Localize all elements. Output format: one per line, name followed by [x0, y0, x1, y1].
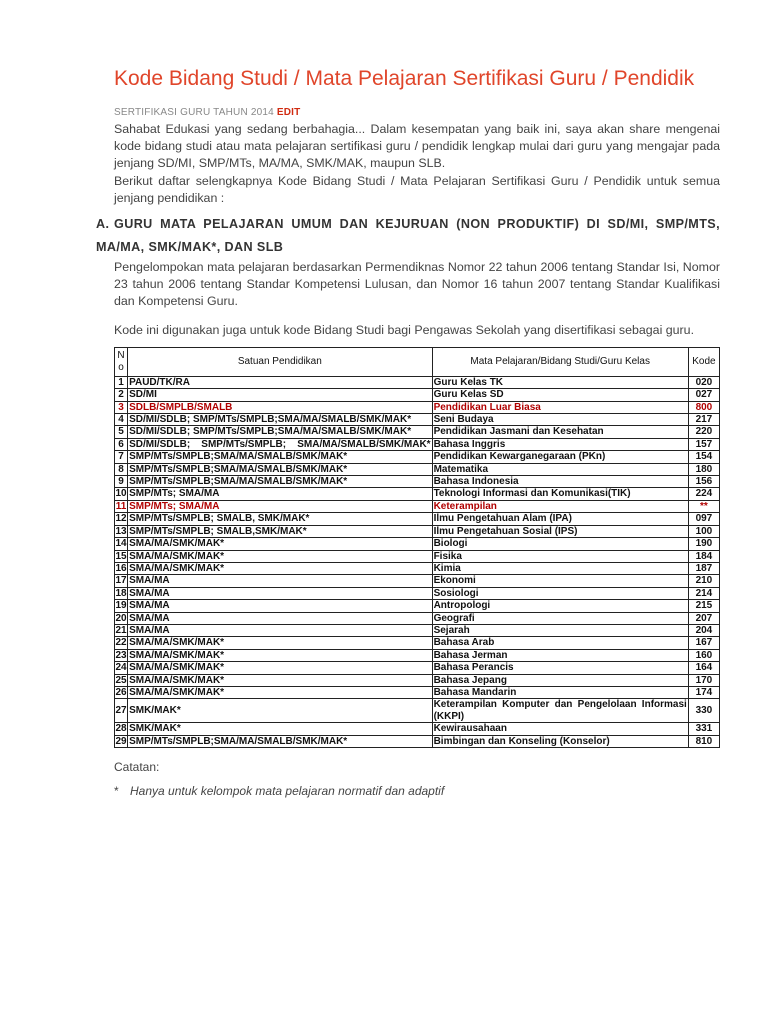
row-number: 5: [115, 426, 128, 438]
row-satuan: SMP/MTs/SMPLB; SMALB, SMK/MAK*: [128, 513, 433, 525]
row-satuan: SMA/MA/SMK/MAK*: [128, 674, 433, 686]
table-row: [115, 662, 720, 674]
row-number: 21: [115, 624, 127, 636]
table-row: [115, 674, 720, 686]
row-number: 16: [115, 562, 127, 574]
table-row: [115, 723, 720, 735]
row-kode: 210: [688, 575, 719, 587]
table-row: [115, 500, 720, 512]
catatan-label: Catatan:: [114, 760, 160, 775]
row-number: 13: [115, 525, 127, 537]
row-mapel: Fisika: [432, 550, 688, 562]
row-mapel: Keterampilan: [432, 500, 688, 512]
row-mapel: Bahasa Jerman: [432, 649, 688, 661]
row-satuan: SMP/MTs; SMA/MA: [128, 500, 433, 512]
row-mapel: Teknologi Informasi dan Komunikasi(TIK): [432, 488, 688, 500]
header-no: No: [115, 347, 128, 376]
footnote: [114, 784, 720, 798]
row-satuan: SMA/MA: [128, 575, 433, 587]
row-kode: 330: [688, 699, 719, 723]
row-mapel: Guru Kelas SD: [432, 389, 688, 401]
row-satuan: SMK/MAK*: [128, 699, 433, 723]
table-row: [115, 376, 720, 388]
table-row: [115, 538, 720, 550]
table-row: [115, 649, 720, 661]
row-number: 10: [115, 488, 127, 500]
row-kode: 215: [688, 600, 719, 612]
row-mapel: Kewirausahaan: [432, 723, 688, 735]
section-label: A.: [96, 217, 110, 232]
row-kode: 157: [688, 438, 719, 450]
section-heading: [96, 213, 720, 259]
row-kode: 164: [688, 662, 719, 674]
row-satuan: SMA/MA: [128, 624, 433, 636]
row-number: 12: [115, 513, 127, 525]
table-row: [115, 476, 720, 488]
row-kode: 220: [688, 426, 719, 438]
row-satuan: SMA/MA/SMK/MAK*: [128, 662, 433, 674]
row-number: 20: [115, 612, 127, 624]
row-mapel: Pendidikan Luar Biasa: [432, 401, 688, 413]
row-kode: 154: [688, 451, 719, 463]
row-number: 9: [115, 476, 128, 488]
row-kode: 167: [688, 637, 719, 649]
row-number: 1: [115, 376, 128, 388]
table-row: [115, 575, 720, 587]
table-row: [115, 438, 720, 450]
row-satuan: SMP/MTs/SMPLB;SMA/MA/SMALB/SMK/MAK*: [128, 463, 433, 475]
row-mapel: Seni Budaya: [432, 414, 688, 426]
row-mapel: Matematika: [432, 463, 688, 475]
row-kode: 180: [688, 463, 719, 475]
row-mapel: Ilmu Pengetahuan Alam (IPA): [432, 513, 688, 525]
row-kode: 020: [688, 376, 719, 388]
row-mapel: Pendidikan Jasmani dan Kesehatan: [432, 426, 688, 438]
row-satuan: SMA/MA/SMK/MAK*: [128, 637, 433, 649]
row-number: 14: [115, 538, 127, 550]
post-meta: [114, 107, 720, 119]
row-number: 26: [115, 686, 127, 698]
row-kode: 331: [688, 723, 719, 735]
row-satuan: SMP/MTs/SMPLB;SMA/MA/SMALB/SMK/MAK*: [128, 476, 433, 488]
row-kode: 810: [688, 735, 719, 747]
row-kode: 217: [688, 414, 719, 426]
table-row: [115, 513, 720, 525]
row-number: 3: [115, 401, 128, 413]
row-mapel: Ekonomi: [432, 575, 688, 587]
row-kode: 156: [688, 476, 719, 488]
row-number: 4: [115, 414, 128, 426]
row-satuan: SDLB/SMPLB/SMALB: [128, 401, 433, 413]
table-row: [115, 550, 720, 562]
table-row: [115, 686, 720, 698]
row-number: 17: [115, 575, 127, 587]
edit-link[interactable]: EDIT: [276, 107, 301, 118]
section-paragraph-2: Kode ini digunakan juga untuk kode Bidang Studi bagi Pengawas Sekolah yang disertifikasi sebagai guru.: [114, 322, 695, 337]
row-satuan: SD/MI/SDLB; SMP/MTs/SMPLB;SMA/MA/SMALB/SMK/MAK*: [128, 414, 433, 426]
row-number: 7: [115, 451, 128, 463]
table-row: [115, 426, 720, 438]
row-kode: 184: [688, 550, 719, 562]
row-number: 11: [115, 500, 127, 512]
row-mapel: Sejarah: [432, 624, 688, 636]
row-satuan: SD/MI/SDLB; SMP/MTs/SMPLB;SMA/MA/SMALB/SMK/MAK*: [128, 426, 433, 438]
table-row: [115, 699, 720, 723]
row-satuan: SMP/MTs/SMPLB;SMA/MA/SMALB/SMK/MAK*: [128, 451, 433, 463]
table-row: [115, 488, 720, 500]
section-paragraph: Pengelompokan mata pelajaran berdasarkan Permendiknas Nomor 22 tahun 2006 tentang Standar Isi, Nomor 23 tahun 2006 tentang Standar Kompetensi Lulusan, dan Nomor 16 tahun 2007 tentang Standar Kualifikasi dan Kompetensi Guru.: [114, 260, 720, 309]
row-kode: 097: [688, 513, 719, 525]
row-kode: 207: [688, 612, 719, 624]
footnote-star: *: [114, 784, 119, 799]
row-kode: 174: [688, 686, 719, 698]
row-mapel: Bahasa Perancis: [432, 662, 688, 674]
table-row: [115, 562, 720, 574]
table-row: [115, 463, 720, 475]
row-kode: 224: [688, 488, 719, 500]
row-number: 29: [115, 735, 127, 747]
row-kode: 187: [688, 562, 719, 574]
row-kode: 214: [688, 587, 719, 599]
kode-table: [114, 347, 720, 748]
row-number: 18: [115, 587, 127, 599]
table-header-row: [115, 347, 720, 376]
row-satuan: SMP/MTs; SMA/MA: [128, 488, 433, 500]
row-kode: 027: [688, 389, 719, 401]
header-satuan: Satuan Pendidikan: [128, 347, 433, 376]
row-satuan: SMA/MA/SMK/MAK*: [128, 686, 433, 698]
row-kode: 800: [688, 401, 719, 413]
row-number: 24: [115, 662, 127, 674]
row-mapel: Bahasa Mandarin: [432, 686, 688, 698]
row-mapel: Guru Kelas TK: [432, 376, 688, 388]
row-satuan: PAUD/TK/RA: [128, 376, 433, 388]
row-kode: 100: [688, 525, 719, 537]
table-row: [115, 451, 720, 463]
table-row: [115, 401, 720, 413]
row-mapel: Pendidikan Kewarganegaraan (PKn): [432, 451, 688, 463]
row-mapel: Bahasa Indonesia: [432, 476, 688, 488]
row-kode: **: [688, 500, 719, 512]
table-row: [115, 525, 720, 537]
row-mapel: Bimbingan dan Konseling (Konselor): [432, 735, 688, 747]
row-kode: 170: [688, 674, 719, 686]
row-mapel: Biologi: [432, 538, 688, 550]
header-kode: Kode: [688, 347, 719, 376]
category-link[interactable]: SERTIFIKASI GURU TAHUN 2014: [114, 107, 274, 118]
table-row: [115, 600, 720, 612]
row-number: 23: [115, 649, 127, 661]
table-row: [115, 735, 720, 747]
row-number: 25: [115, 674, 127, 686]
row-mapel: Bahasa Inggris: [432, 438, 688, 450]
table-row: [115, 637, 720, 649]
row-number: 19: [115, 600, 127, 612]
row-satuan: SMP/MTs/SMPLB; SMALB,SMK/MAK*: [128, 525, 433, 537]
row-satuan: SMA/MA: [128, 600, 433, 612]
row-kode: 190: [688, 538, 719, 550]
row-number: 8: [115, 463, 128, 475]
row-satuan: SMP/MTs/SMPLB;SMA/MA/SMALB/SMK/MAK*: [128, 735, 433, 747]
section-heading-text: GURU MATA PELAJARAN UMUM DAN KEJURUAN (NON PRODUKTIF) DI SD/MI, SMP/MTS, MA/MA, SMK/MAK*, DAN SLB: [96, 217, 720, 255]
table-row: [115, 389, 720, 401]
row-mapel: Bahasa Jepang: [432, 674, 688, 686]
footnote-text: Hanya untuk kelompok mata pelajaran normatif dan adaptif: [130, 784, 445, 799]
row-satuan: SMK/MAK*: [128, 723, 433, 735]
row-kode: 204: [688, 624, 719, 636]
intro-paragraph-2: Berikut daftar selengkapnya Kode Bidang Studi / Mata Pelajaran Sertifikasi Guru / Pendidik untuk semua jenjang pendidikan :: [114, 173, 720, 205]
row-mapel: Bahasa Arab: [432, 637, 688, 649]
table-row: [115, 624, 720, 636]
table-row: [115, 587, 720, 599]
table-row: [115, 612, 720, 624]
row-satuan: SMA/MA/SMK/MAK*: [128, 649, 433, 661]
row-satuan: SD/MI: [128, 389, 433, 401]
row-satuan: SMA/MA/SMK/MAK*: [128, 538, 433, 550]
row-mapel: Antropologi: [432, 600, 688, 612]
row-satuan: SMA/MA: [128, 612, 433, 624]
row-number: 22: [115, 637, 127, 649]
header-mapel: Mata Pelajaran/Bidang Studi/Guru Kelas: [432, 347, 688, 376]
row-number: 15: [115, 550, 127, 562]
intro-paragraph: Sahabat Edukasi yang sedang berbahagia... Dalam kesempatan yang baik ini, saya akan share mengenai kode bidang studi atau mata pelajaran sertifikasi guru / pendidik lengkap mulai dari guru yang mengajar pada jenjang SD/MI, SMP/MTs, MA/MA, SMK/MAK, maupun SLB.: [114, 122, 720, 171]
row-number: 27: [115, 699, 128, 723]
row-mapel: Keterampilan Komputer dan Pengelolaan Informasi (KKPI): [433, 699, 687, 722]
row-satuan: SMA/MA/SMK/MAK*: [128, 550, 433, 562]
row-mapel: Kimia: [432, 562, 688, 574]
row-satuan: SD/MI/SDLB; SMP/MTs/SMPLB; SMA/MA/SMALB/SMK/MAK*: [129, 438, 431, 450]
row-kode: 160: [688, 649, 719, 661]
table-body: [115, 376, 720, 747]
page-title: Kode Bidang Studi / Mata Pelajaran Sertifikasi Guru / Pendidik: [114, 67, 695, 90]
row-mapel: Ilmu Pengetahuan Sosial (IPS): [432, 525, 688, 537]
row-number: 6: [115, 438, 128, 450]
row-satuan: SMA/MA/SMK/MAK*: [128, 562, 433, 574]
row-number: 28: [115, 723, 127, 735]
row-mapel: Sosiologi: [432, 587, 688, 599]
row-number: 2: [115, 389, 128, 401]
row-mapel: Geografi: [432, 612, 688, 624]
article: [96, 66, 720, 799]
table-row: [115, 414, 720, 426]
row-satuan: SMA/MA: [128, 587, 433, 599]
